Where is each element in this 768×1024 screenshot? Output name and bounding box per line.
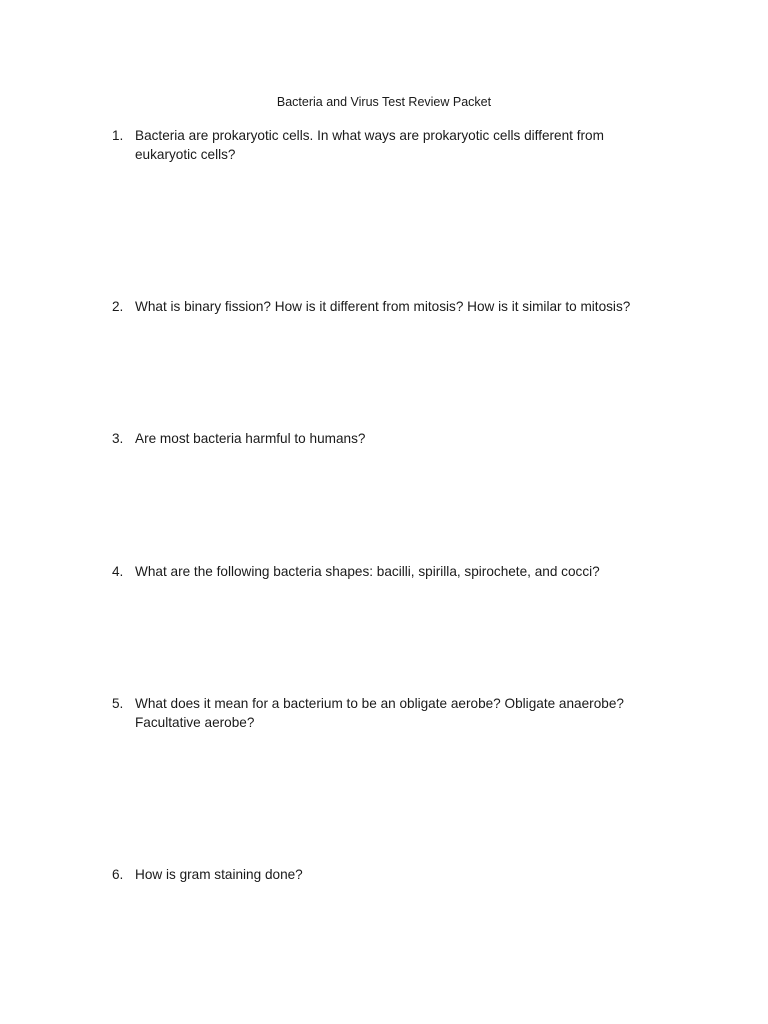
document-title: Bacteria and Virus Test Review Packet	[276, 95, 492, 109]
question-number: 4.	[112, 564, 124, 579]
question-text: Bacteria are prokaryotic cells. In what ways are prokaryotic cells different from eukaryotic cells?	[135, 128, 604, 162]
question-text: How is gram staining done?	[135, 867, 303, 882]
question-text: Are most bacteria harmful to humans?	[135, 431, 366, 446]
question-item	[112, 126, 657, 164]
question-number: 3.	[112, 431, 124, 446]
question-item	[112, 562, 657, 581]
question-text: What does it mean for a bacterium to be an obligate aerobe? Obligate anaerobe? Facultative aerobe?	[135, 696, 624, 730]
question-text: What is binary fission? How is it different from mitosis? How is it similar to mitosis?	[135, 299, 631, 314]
question-text: What are the following bacteria shapes: bacilli, spirilla, spirochete, and cocci?	[135, 564, 600, 579]
question-number: 2.	[112, 299, 124, 314]
question-item	[112, 429, 657, 448]
question-number: 1.	[112, 128, 124, 143]
question-item	[112, 297, 657, 316]
question-number: 6.	[112, 867, 124, 882]
question-number: 5.	[112, 696, 124, 711]
question-item	[112, 865, 657, 884]
question-item	[112, 694, 657, 732]
